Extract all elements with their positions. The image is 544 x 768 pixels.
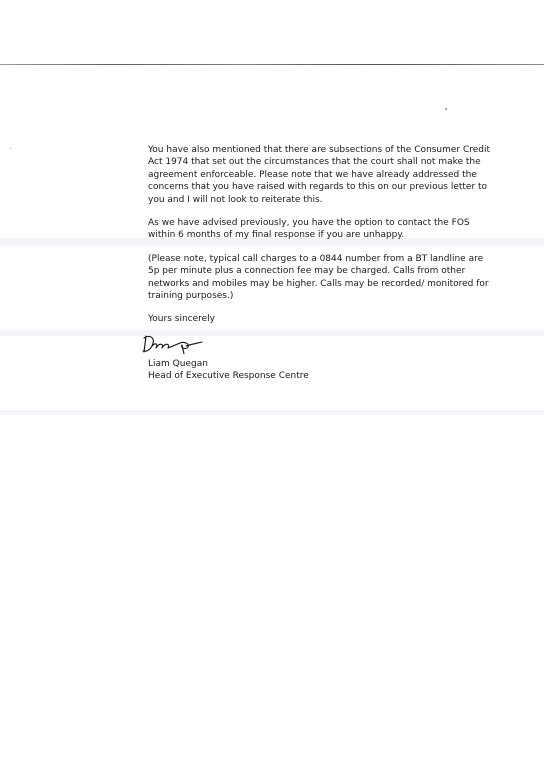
paragraph-call-charges: (Please note, typical call charges to a 0844 number from a BT landline are 5p per minute plus a connection fee may be charged. Calls from other networks and mobiles may be higher. Calls may be recorded/ monitored for training purposes.) xyxy=(148,253,489,302)
scan-speck xyxy=(10,148,11,149)
scan-edge-line xyxy=(0,64,544,65)
scan-speck xyxy=(445,108,447,110)
signatory-name: Liam Quegan xyxy=(148,358,208,369)
closing-text: Yours sincerely xyxy=(148,314,216,325)
letter-body xyxy=(148,144,498,383)
handwritten-signature xyxy=(140,332,204,354)
paragraph-fos-option: As we have advised previously, you have the option to contact the FOS within 6 months of my final response if you are unhappy. xyxy=(148,218,470,241)
signatory-title: Head of Executive Response Centre xyxy=(148,371,309,382)
paragraph-consumer-credit: You have also mentioned that there are subsections of the Consumer Credit Act 1974 that set out the circumstances that the court shall not make the agreement enforceable. Please note that we have already addressed the concerns that you have raised with regards to this on our previous letter to you and I will not look to reiterate this. xyxy=(148,145,491,205)
scan-smudge xyxy=(0,410,544,415)
